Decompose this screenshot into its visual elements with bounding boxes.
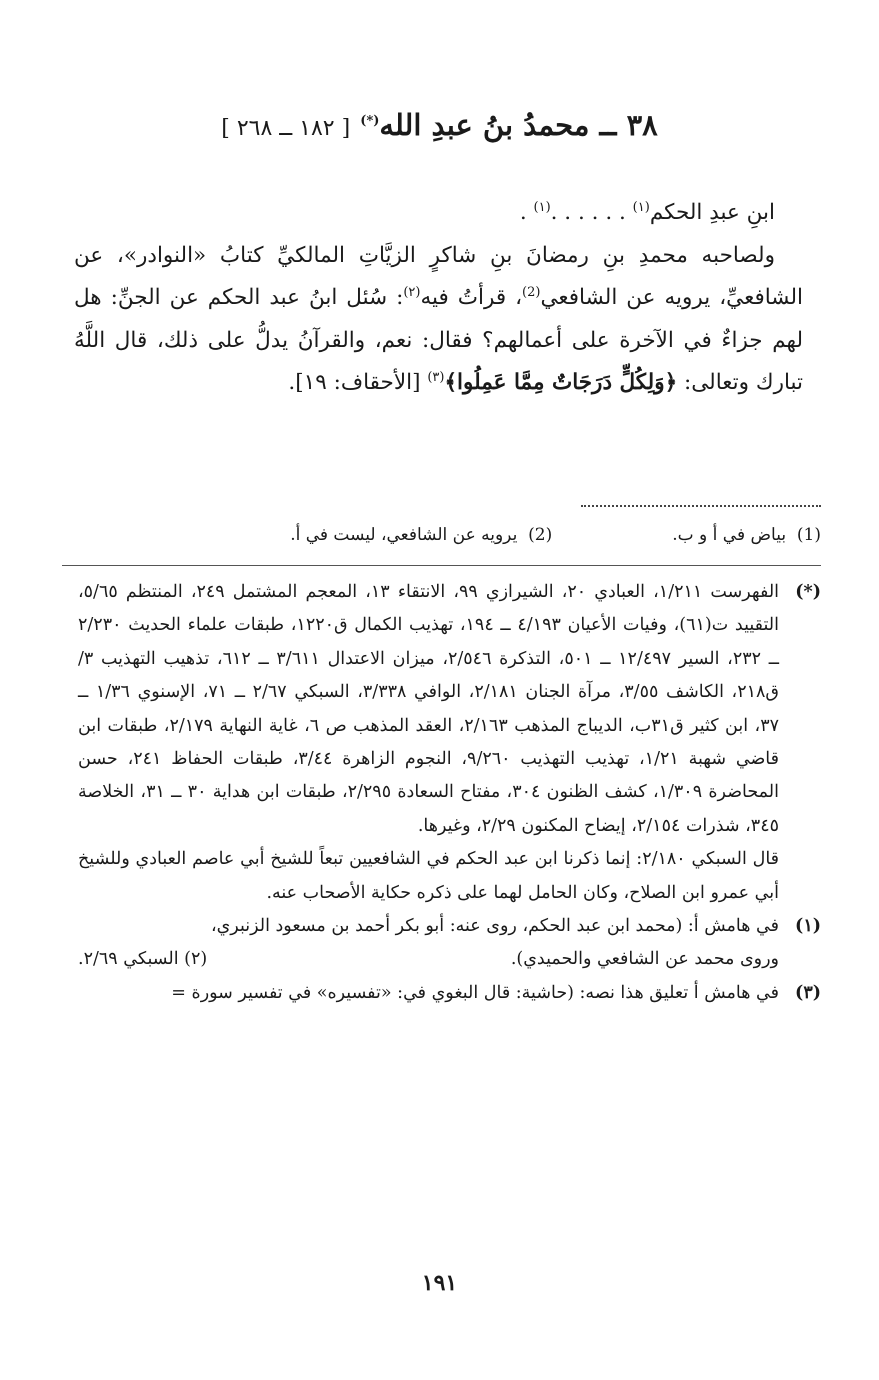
note-1-continued: وروى محمد عن الشافعي والحميدي). (٢) السبكي ٢/٦٩. bbox=[78, 943, 821, 976]
main-line-1: ابنِ عبدِ الحكم$^{(١)}$ . . . . . .$^{(١)}$ . bbox=[519, 199, 775, 225]
main-paragraph: ولصاحبه محمدِ بنِ رمضانَ بنِ شاكرٍ الزيَّاتِ المالكيِّ كتابُ «النوادر»، عن الشافعيِّ، يرويه عن الشافعي$^{(2)}$، قرأتُ فيه$^{(٢)}$: سُئل ابنُ عبد الحكم عن الجنِّ: هل لهم جزاءٌ في الآخرة على أعمالهم؟ فقال: نعم، والقرآنُ يدلُّ على ذلك، قال اللَّهُ تبارك وتعالى: ﴿وَلِكُلٍّ دَرَجَاتٌ مِمَّا عَمِلُوا﴾$^{(٣)}$ [الأحقاف: ١٩]. bbox=[74, 242, 803, 395]
footnote-dotted-separator bbox=[581, 505, 821, 507]
entry-title-sup: (*) bbox=[360, 113, 380, 129]
footnote-separator bbox=[62, 565, 821, 566]
quran-verse: ﴿وَلِكُلٍّ دَرَجَاتٌ مِمَّا عَمِلُوا﴾ bbox=[444, 370, 678, 395]
note-1: (١) في هامش أ: (محمد ابن عبد الحكم، روى عنه: أبو بكر أحمد بن مسعود الزنبري، bbox=[210, 916, 821, 937]
page-number: ١٩١ bbox=[421, 1270, 458, 1296]
manuscript-footnotes bbox=[74, 525, 821, 545]
footnote-2: (2) يرويه عن الشافعي، ليست في أ. bbox=[290, 525, 553, 545]
entry-title bbox=[60, 108, 819, 142]
note-sources: (*) الفهرست ١/٢١١، العبادي ٢٠، الشيرازي ٩٩، الانتقاء ١٣، المعجم المشتمل ٢٤٩، المنتظم ٥/٦٥، التقييد ت(٦١)، وفيات الأعيان ٤/١٩٣ ــ ١٩٤، تهذيب الكمال ق١٢٢٠، طبقات علماء الحديث ٢/٢٣٠ ــ ٢٣٢، السير ١٢/٤٩٧ ــ ٥٠١، التذكرة ٢/٥٤٦، ميزان الاعتدال ٣/٦١١ ــ ٦١٢، تذهيب التهذيب ٣/ق٢١٨، الكاشف ٣/٥٥، مرآة الجنان ٢/١٨١، الوافي ٣/٣٣٨، السبكي ٢/٦٧ ــ ٧١، الإسنوي ١/٣٦ ــ ٣٧، ابن كثير ق٣١ب، الديباج المذهب ٢/١٦٣، العقد المذهب ص ٦، غاية النهاية ٢/١٧٩، طبقات ابن قاضي شهبة ١/٢١، تهذيب التهذيب ٩/٢٦٠، النجوم الزاهرة ٣/٤٤، طبقات الحفاظ ٢٤١، حسن المحاضرة ١/٣٠٩، كشف الظنون ٣٠٤، مفتاح السعادة ٢/٢٩٥، طبقات ابن هداية ٣٠ ــ ٣١، الخلاصة ٣٤٥، شذرات ٢/١٥٤، إيضاح المكنون ٢/٢٩، وغيرها. bbox=[78, 582, 821, 836]
note-3: (٣) في هامش أ تعليق هذا نصه: (حاشية: قال البغوي في: «تفسيره» في تفسير سورة = bbox=[171, 982, 821, 1003]
note-2: (٢) السبكي ٢/٦٩. bbox=[78, 949, 208, 970]
entry-title-text: ٣٨ ــ محمدُ بنُ عبدِ الله bbox=[379, 108, 658, 142]
editor-notes bbox=[78, 576, 821, 1010]
note-subki-quote: قال السبكي ٢/١٨٠: إنما ذكرنا ابن عبد الحكم في الشافعيين تبعاً للشيخ أبي عاصم العبادي وللشيخ أبي عمرو ابن الصلاح، وكان الحامل لهما على ذكره حكاية الأصحاب عنه. bbox=[78, 849, 780, 903]
footnote-1: (1) بياض في أ و ب. bbox=[672, 525, 821, 545]
main-text bbox=[74, 192, 803, 405]
entry-years: [ ١٨٢ ــ ٢٦٨ ] bbox=[221, 116, 351, 141]
